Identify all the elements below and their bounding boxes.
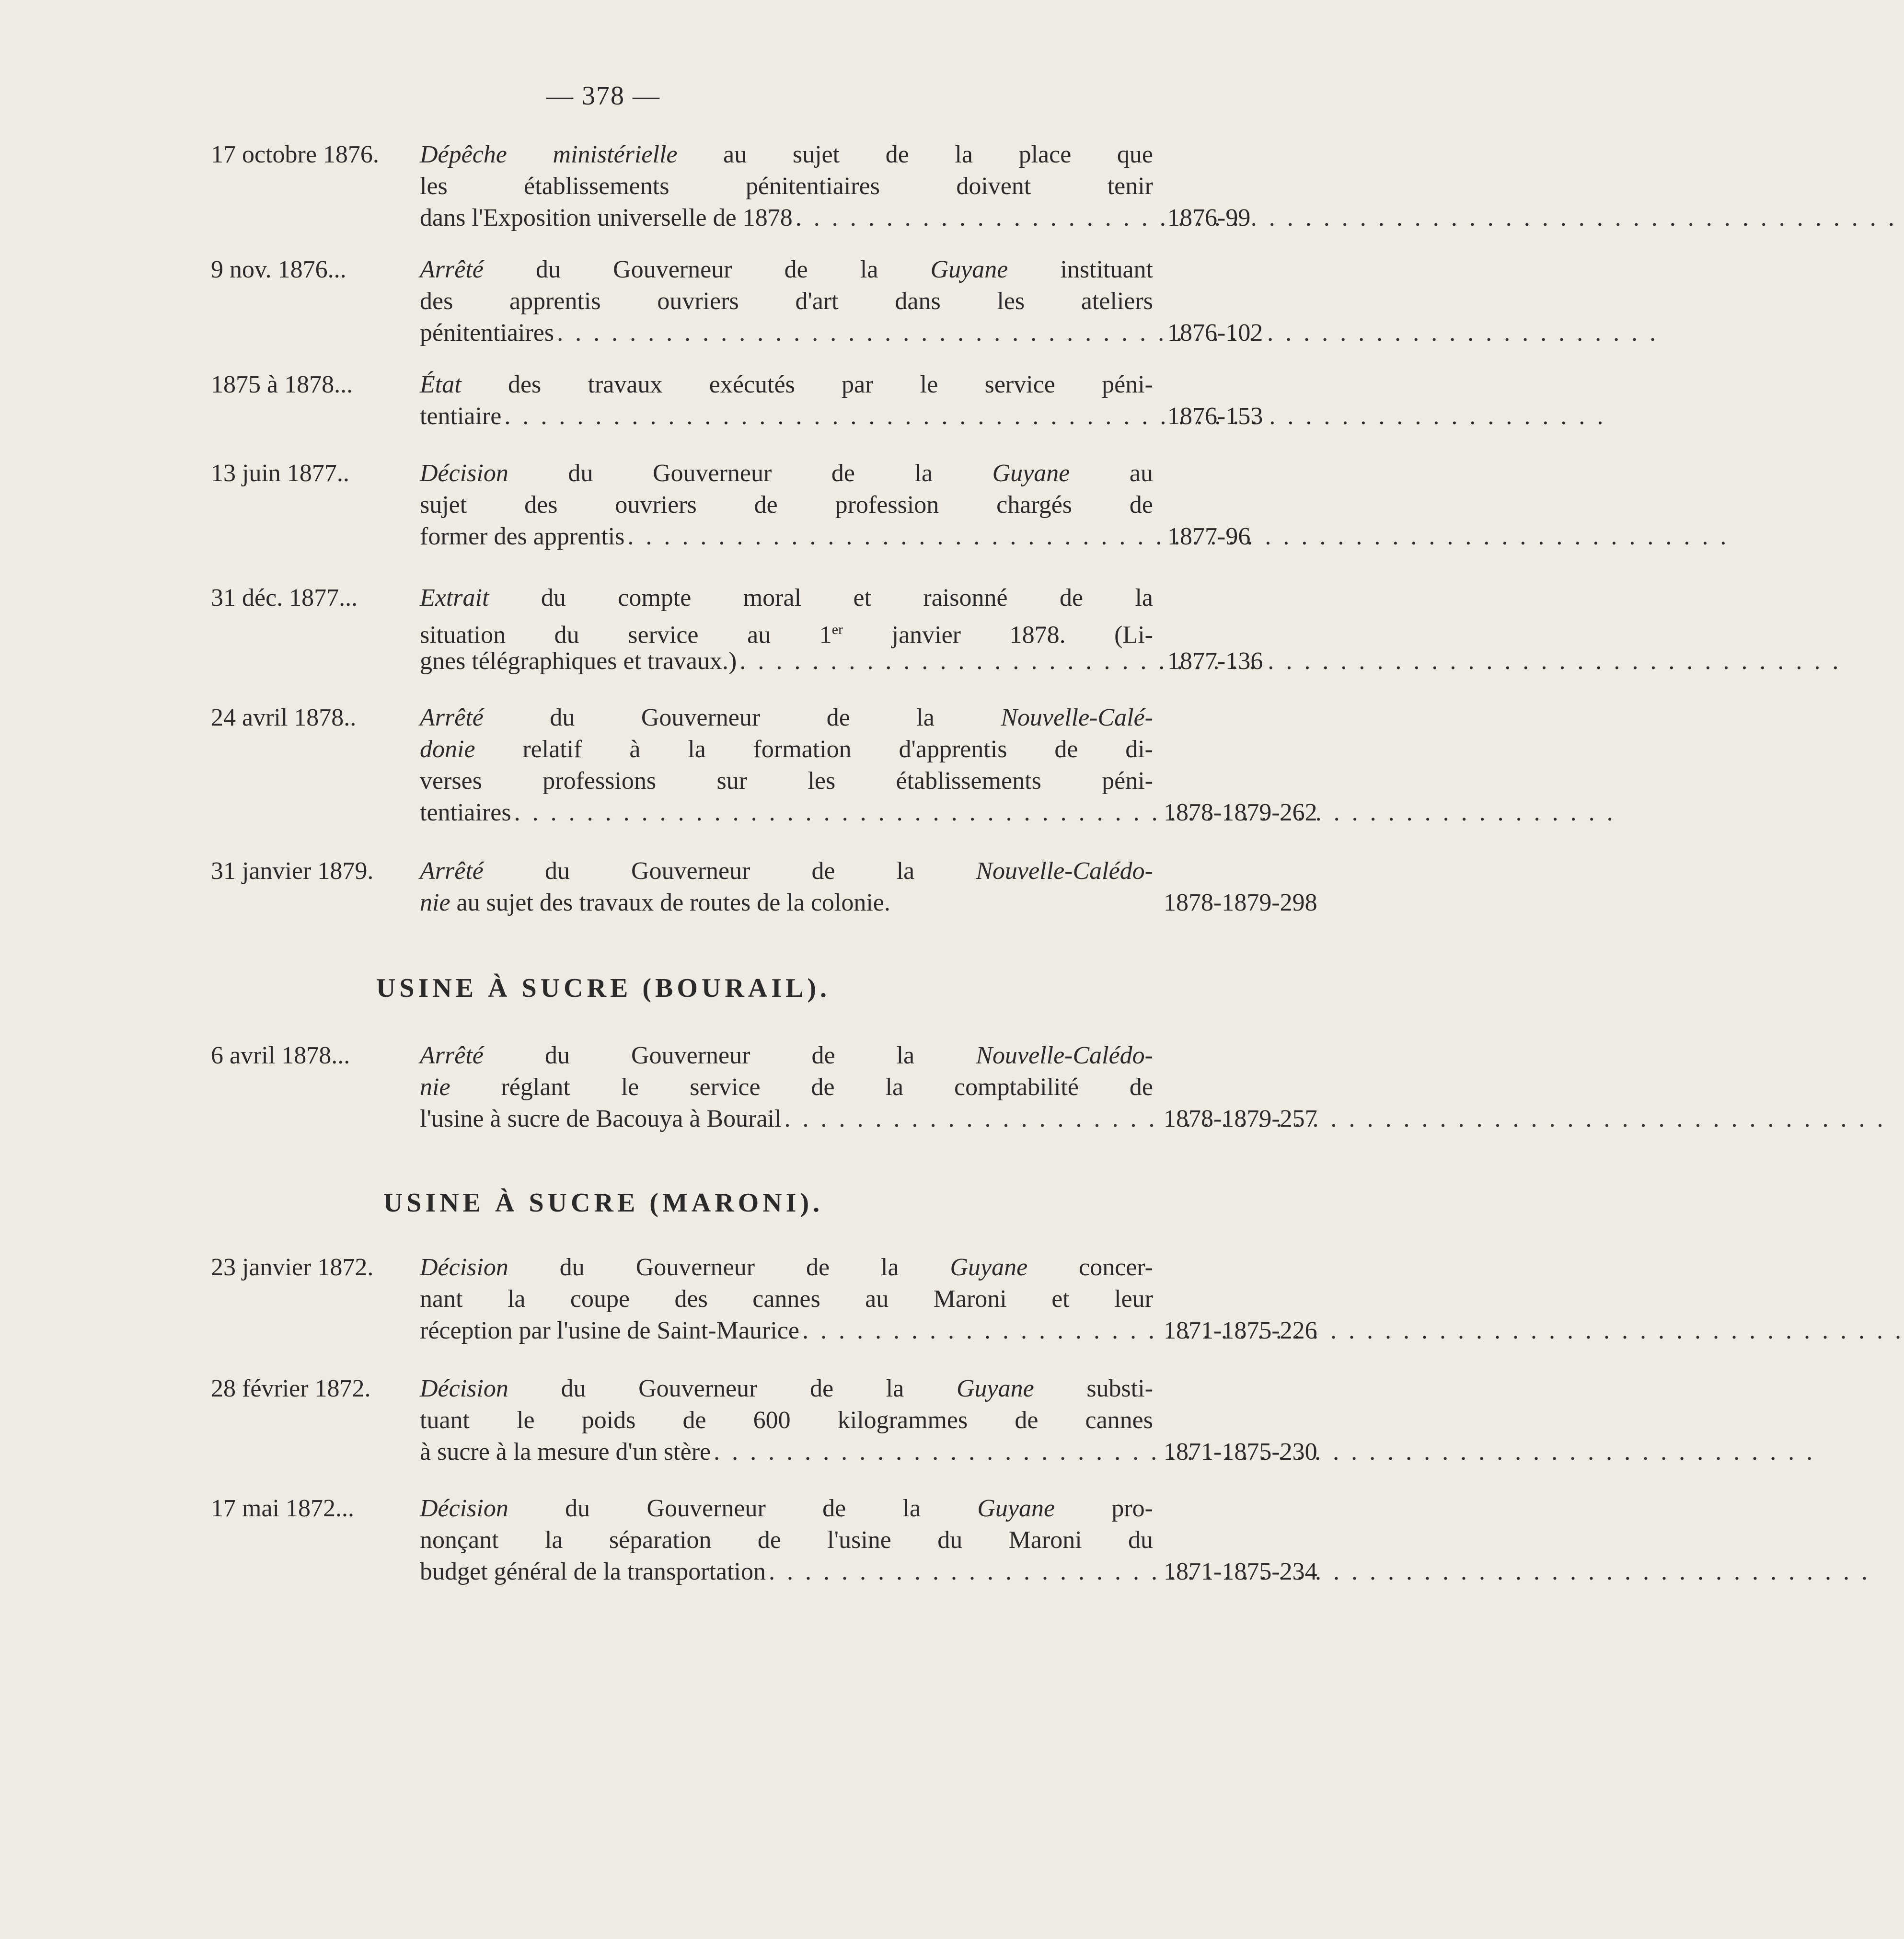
text-segment: tuant le poids de 600 kilogrammes de cannes xyxy=(420,1407,1153,1434)
text-segment: er xyxy=(831,622,843,637)
entry-description xyxy=(420,1373,1153,1468)
entry-line xyxy=(420,1103,1153,1135)
entry-line xyxy=(420,202,1153,234)
text-segment: pro- xyxy=(1055,1495,1154,1522)
entry-description xyxy=(420,582,1153,677)
entry-line xyxy=(420,286,1153,317)
entry-date: 17 mai 1872... xyxy=(211,1495,354,1522)
text-segment: du Gouverneur de la xyxy=(483,1042,976,1069)
entry-reference: 1877-96 xyxy=(1167,523,1251,550)
entry-date: 28 février 1872. xyxy=(211,1375,371,1402)
text-segment: les établissements pénitentiaires doivent tenir xyxy=(420,173,1153,200)
entry-reference: 1878-1879-298 xyxy=(1164,889,1317,916)
text-segment: au sujet des travaux de routes de la colonie. xyxy=(450,889,890,916)
text-segment: janvier 1878. (Li- xyxy=(843,621,1153,649)
entry-description xyxy=(420,702,1153,829)
entry-line xyxy=(420,1252,1153,1283)
entry-date: 31 déc. 1877... xyxy=(211,584,358,612)
italic-text: Décision xyxy=(420,1495,508,1522)
italic-text: Nouvelle-Calé- xyxy=(1001,704,1153,731)
italic-text: Nouvelle-Calédo- xyxy=(976,857,1153,885)
entry-date: 9 nov. 1876... xyxy=(211,256,346,283)
italic-text: Dépêche ministérielle xyxy=(420,141,678,168)
text-segment: réception par l'usine de Saint-Maurice xyxy=(420,1317,799,1344)
text-segment: du Gouverneur de la xyxy=(483,857,976,885)
entry-description xyxy=(420,458,1153,553)
text-segment: du Gouverneur de la xyxy=(508,460,992,487)
italic-text: Guyane xyxy=(930,256,1008,283)
entry-date: 1875 à 1878... xyxy=(211,371,353,398)
italic-text: Arrêté xyxy=(420,704,484,731)
text-segment: du Gouverneur de la xyxy=(508,1254,950,1281)
text-segment: tentiaire xyxy=(420,403,502,430)
entry-line xyxy=(420,734,1153,765)
text-segment: concer- xyxy=(1027,1254,1153,1281)
entry-line xyxy=(420,521,1153,553)
entry-line xyxy=(420,582,1153,614)
entry-line xyxy=(420,1072,1153,1103)
text-segment: du Gouverneur de la xyxy=(508,1375,957,1402)
italic-text: Décision xyxy=(420,1254,508,1281)
entry-reference: 1876-99 xyxy=(1167,204,1251,231)
entry-reference: 1878-1879-262 xyxy=(1164,799,1317,826)
italic-text: Extrait xyxy=(420,584,489,612)
entry-date: 17 octobre 1876. xyxy=(211,141,379,168)
entry-reference: 1871-1875-234 xyxy=(1164,1558,1317,1585)
text-segment: du Gouverneur de la xyxy=(483,704,1001,731)
entry-date: 23 janvier 1872. xyxy=(211,1254,374,1281)
entry-line xyxy=(420,702,1153,734)
italic-text: Décision xyxy=(420,460,508,487)
text-segment: gnes télégraphiques et travaux.) xyxy=(420,647,737,675)
entry-reference: 1871-1875-226 xyxy=(1164,1317,1317,1344)
italic-text: Arrêté xyxy=(420,857,484,885)
entry-line xyxy=(420,765,1153,797)
entry-line xyxy=(420,646,1153,677)
entry-line xyxy=(420,614,1153,649)
dot-leader xyxy=(514,797,1616,829)
italic-text: nie xyxy=(420,1073,450,1101)
text-segment: au xyxy=(1070,460,1153,487)
entry-description xyxy=(420,855,1153,919)
dot-leader xyxy=(504,401,1606,432)
text-segment: relatif à la formation d'apprentis de di- xyxy=(475,736,1153,763)
entry-line xyxy=(420,1283,1153,1315)
entry-line xyxy=(420,1373,1153,1405)
text-segment: du compte moral et raisonné de la xyxy=(489,584,1153,612)
section-heading: USINE À SUCRE (BOURAIL). xyxy=(376,973,831,1003)
entry-line xyxy=(420,855,1153,887)
entry-line xyxy=(420,401,1153,432)
text-segment: à sucre à la mesure d'un stère xyxy=(420,1438,711,1466)
text-segment: verses professions sur les établissements péni- xyxy=(420,767,1153,795)
text-segment: situation du service au 1 xyxy=(420,621,832,649)
text-segment: tentiaires xyxy=(420,799,511,826)
italic-text: Arrêté xyxy=(420,1042,484,1069)
text-segment: substi- xyxy=(1034,1375,1154,1402)
entry-date: 24 avril 1878.. xyxy=(211,704,357,731)
text-segment: sujet des ouvriers de profession chargés de xyxy=(420,491,1153,519)
text-segment: des apprentis ouvriers d'art dans les ateliers xyxy=(420,288,1153,315)
text-segment: nonçant la séparation de l'usine du Maroni du xyxy=(420,1526,1153,1554)
entry-reference: 1878-1879-257 xyxy=(1164,1105,1317,1132)
page-number: — 378 — xyxy=(546,81,660,111)
text-segment: au sujet de la place que xyxy=(677,141,1153,168)
italic-text: Guyane xyxy=(950,1254,1028,1281)
entry-line xyxy=(420,254,1153,286)
entry-description xyxy=(420,1252,1153,1347)
entry-line xyxy=(420,1436,1153,1468)
entry-reference: 1871-1875-230 xyxy=(1164,1438,1317,1466)
italic-text: Nouvelle-Calédo- xyxy=(976,1042,1153,1069)
italic-text: nie xyxy=(420,889,450,916)
text-segment: pénitentiaires xyxy=(420,319,554,346)
entry-line xyxy=(420,139,1153,171)
text-segment: nant la coupe des cannes au Maroni et leur xyxy=(420,1285,1153,1313)
entry-line xyxy=(420,1524,1153,1556)
text-segment: du Gouverneur de la xyxy=(483,256,931,283)
text-segment: réglant le service de la comptabilité de xyxy=(450,1073,1153,1101)
entry-line xyxy=(420,489,1153,521)
entry-reference: 1877-136 xyxy=(1167,647,1263,675)
italic-text: Guyane xyxy=(977,1495,1055,1522)
entry-description xyxy=(420,254,1153,349)
entry-line xyxy=(420,317,1153,349)
entry-reference: 1876-153 xyxy=(1167,403,1263,430)
entry-description xyxy=(420,139,1153,234)
entry-description xyxy=(420,1493,1153,1588)
italic-text: Guyane xyxy=(956,1375,1034,1402)
entry-line xyxy=(420,1040,1153,1072)
italic-text: État xyxy=(420,371,462,398)
entry-reference: 1876-102 xyxy=(1167,319,1263,346)
entry-line xyxy=(420,1405,1153,1436)
entry-date: 31 janvier 1879. xyxy=(211,857,374,885)
text-segment: dans l'Exposition universelle de 1878 xyxy=(420,204,793,231)
entry-line xyxy=(420,369,1153,401)
entry-line xyxy=(420,1493,1153,1524)
text-segment: instituant xyxy=(1008,256,1154,283)
entry-line xyxy=(420,887,1153,919)
text-segment: du Gouverneur de la xyxy=(508,1495,978,1522)
entry-line xyxy=(420,171,1153,202)
italic-text: donie xyxy=(420,736,475,763)
entry-date: 6 avril 1878... xyxy=(211,1042,350,1069)
entry-line xyxy=(420,797,1153,829)
entry-description xyxy=(420,369,1153,432)
text-segment: des travaux exécutés par le service péni- xyxy=(461,371,1153,398)
entry-description xyxy=(420,1040,1153,1135)
text-segment: budget général de la transportation xyxy=(420,1558,766,1585)
dot-leader xyxy=(557,317,1659,349)
entry-line xyxy=(420,1556,1153,1588)
entry-date: 13 juin 1877.. xyxy=(211,460,349,487)
text-segment: l'usine à sucre de Bacouya à Bourail xyxy=(420,1105,782,1132)
italic-text: Décision xyxy=(420,1375,508,1402)
italic-text: Guyane xyxy=(992,460,1070,487)
entry-line xyxy=(420,458,1153,489)
italic-text: Arrêté xyxy=(420,256,484,283)
text-segment: former des apprentis xyxy=(420,523,625,550)
section-heading: USINE À SUCRE (MARONI). xyxy=(383,1188,824,1218)
entry-line xyxy=(420,1315,1153,1347)
